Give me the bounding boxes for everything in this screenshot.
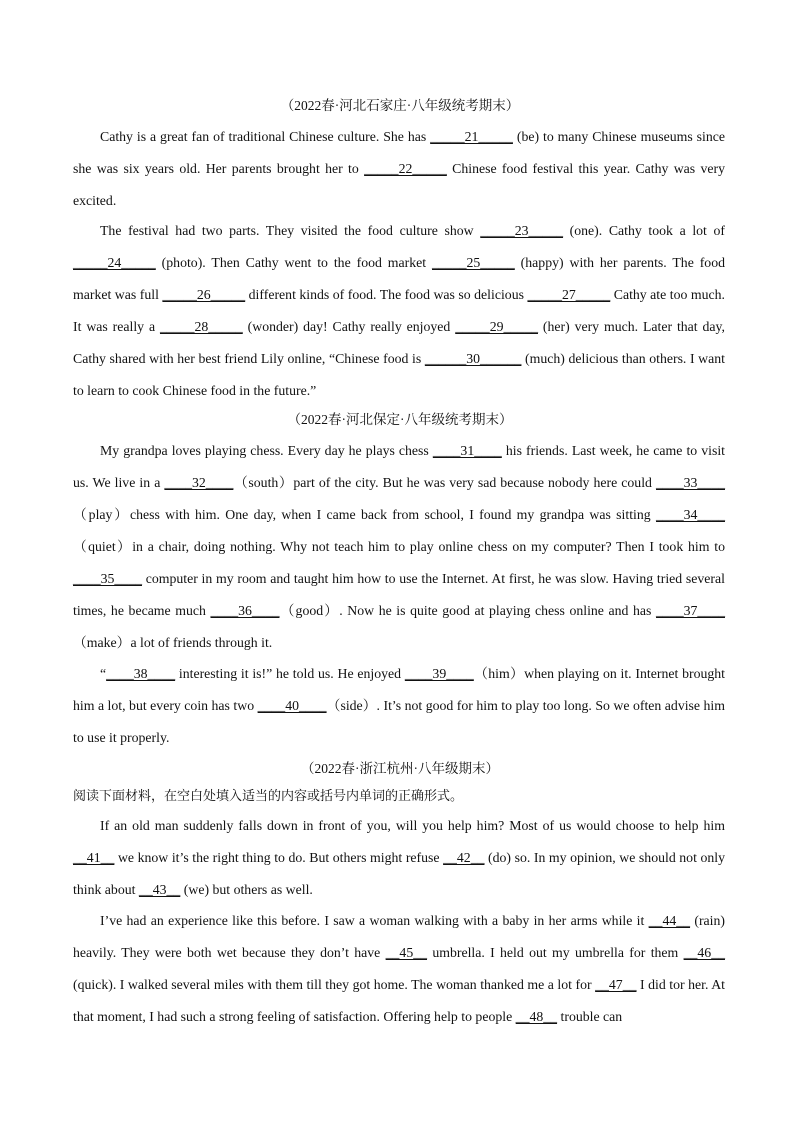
blank-27[interactable]: _____27_____ <box>527 287 611 302</box>
passage-text: (do) so. In my opinion, we should not only think about <box>73 850 725 897</box>
passage-text: （him）when playing on it. Internet brought him a lot, but every coin has two <box>73 666 725 713</box>
passage-text: （south）part of the city. But he was very sad because nobody here could <box>233 475 657 490</box>
passage-text: （side）. It’s not good for him to play too long. So we often advise him to use it properly. <box>73 698 725 745</box>
passage-text: I did tor her. At that moment, I had such a strong feeling of satisfaction. Offering help to people <box>73 977 725 1024</box>
passage-1-paragraph-2 <box>73 215 725 407</box>
passage-text: （play）chess with him. One day, when I came back from school, I found my grandpa was sitting <box>73 507 657 522</box>
passage-text: Chinese food festival this year. Cathy was very excited. <box>73 161 726 208</box>
blank-25[interactable]: _____25_____ <box>432 255 515 270</box>
blank-23[interactable]: _____23_____ <box>480 223 564 238</box>
passage-text: (be) to many Chinese museums since she was six years old. Her parents brought her to <box>73 129 725 176</box>
passage-text: If an old man suddenly falls down in front of you, will you help him? Most of us would choose to help him <box>100 818 725 833</box>
passage-text: Cathy is a great fan of traditional Chinese culture. She has <box>100 129 431 144</box>
section-source-2: （2022春·河北保定·八年级统考期末） <box>287 412 513 427</box>
passage-text: I’ve had an experience like this before. I saw a woman walking with a baby in her arms while it <box>100 913 649 928</box>
blank-21[interactable]: _____21_____ <box>430 129 513 144</box>
passage-text: different kinds of food. The food was so delicious <box>245 287 528 302</box>
passage-text: My grandpa loves playing chess. Every day he plays chess <box>100 443 433 458</box>
blank-30[interactable]: ______30______ <box>424 351 522 366</box>
passage-text: (wonder) day! Cathy really enjoyed <box>242 319 456 334</box>
passage-text: (rain) heavily. They were both wet because they don’t have <box>73 913 725 960</box>
blank-31[interactable]: ____31____ <box>432 443 502 458</box>
instruction-text: 阅读下面材料，在空白处填入适当的内容或括号内单词的正确形式。 <box>73 789 464 804</box>
blank-38[interactable]: ____38____ <box>106 666 176 681</box>
passage-text: (we) but others as well. <box>180 882 313 897</box>
passage-2-paragraph-2 <box>73 658 725 754</box>
blank-24[interactable]: _____24_____ <box>73 255 156 270</box>
passage-text: interesting it is!” he told us. He enjoyed <box>175 666 405 681</box>
passage-text: trouble can <box>557 1009 623 1024</box>
blank-29[interactable]: _____29_____ <box>455 319 538 334</box>
blank-44[interactable]: __44__ <box>648 913 691 928</box>
passage-text: （good）. Now he is quite good at playing chess online and has <box>279 603 657 618</box>
blank-46[interactable]: __46__ <box>683 945 725 960</box>
blank-43[interactable]: __43__ <box>138 882 181 897</box>
passage-text: The festival had two parts. They visited the food culture show <box>100 223 481 238</box>
passage-text: (photo). Then Cathy went to the food market <box>155 255 432 270</box>
blank-28[interactable]: _____28_____ <box>159 319 243 334</box>
section-source-3: （2022春·浙江杭州·八年级期末） <box>301 761 499 776</box>
passage-text: Cathy ate too much. It was really a <box>73 287 725 334</box>
passage-2-paragraph-1 <box>73 435 725 659</box>
passage-text: “ <box>100 666 107 681</box>
blank-47[interactable]: __47__ <box>595 977 637 992</box>
blank-35[interactable]: ____35____ <box>73 571 142 586</box>
passage-text: computer in my room and taught him how to use the Internet. At first, he was slow. Having tried several times, he became much <box>73 571 725 618</box>
blank-34[interactable]: ____34____ <box>656 507 725 522</box>
passage-1-paragraph-1 <box>73 121 725 217</box>
passage-text: （quiet）in a chair, doing nothing. Why not teach him to play online chess on my computer? Then I took him to <box>73 539 725 554</box>
passage-text: we know it’s the right thing to do. But others might refuse <box>114 850 444 865</box>
blank-39[interactable]: ____39____ <box>404 666 474 681</box>
blank-36[interactable]: ____36____ <box>210 603 280 618</box>
blank-48[interactable]: __48__ <box>515 1009 558 1024</box>
blank-32[interactable]: ____32____ <box>164 475 234 490</box>
passage-text: (one). Cathy took a lot of <box>563 223 726 238</box>
passage-text: his friends. Last week, he came to visit us. We live in a <box>73 443 725 490</box>
blank-37[interactable]: ____37____ <box>656 603 725 618</box>
passage-text: (much) delicious than others. I want to learn to cook Chinese food in the future.” <box>73 351 725 398</box>
passage-3-paragraph-2 <box>73 905 725 1033</box>
passage-text: umbrella. I held out my umbrella for them <box>427 945 684 960</box>
blank-26[interactable]: _____26_____ <box>162 287 246 302</box>
passage-text: （make）a lot of friends through it. <box>73 635 273 650</box>
blank-42[interactable]: __42__ <box>443 850 485 865</box>
blank-22[interactable]: _____22_____ <box>364 161 447 176</box>
passage-text: (her) very much. Later that day, Cathy shared with her best friend Lily online, “Chinese food is <box>73 319 725 366</box>
passage-text: (happy) with her parents. The food market was full <box>73 255 726 302</box>
passage-3-paragraph-1 <box>73 810 725 906</box>
section-source-1: （2022春·河北石家庄·八年级统考期末） <box>280 98 520 113</box>
blank-33[interactable]: ____33____ <box>656 475 725 490</box>
blank-45[interactable]: __45__ <box>385 945 428 960</box>
blank-41[interactable]: __41__ <box>73 850 115 865</box>
blank-40[interactable]: ____40____ <box>257 698 327 713</box>
passage-text: (quick). I walked several miles with them till they got home. The woman thanked me a lot for <box>73 977 596 992</box>
